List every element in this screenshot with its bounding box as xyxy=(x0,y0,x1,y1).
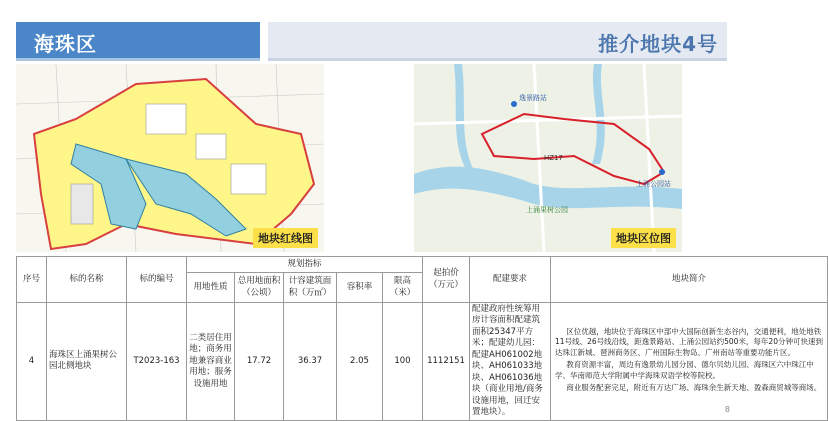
cell-start-price: 1112151 xyxy=(423,303,470,421)
station-label-2: 上涌公园站 xyxy=(636,180,671,188)
header-planning: 规划指标 xyxy=(187,257,423,273)
location-map-drawing xyxy=(414,64,682,252)
intro-paragraph: 商业服务配套完足，附近有万达广场、海珠余生新天地、盈森商贸城等商场。 xyxy=(566,383,822,393)
cell-intro xyxy=(551,303,828,421)
district-banner-strip xyxy=(16,58,260,61)
cell-gfa: 36.37 xyxy=(284,303,337,421)
redline-map-caption: 地块红线图 xyxy=(253,228,318,248)
cell-code: T2023-163 xyxy=(127,303,187,421)
location-map xyxy=(414,64,682,252)
intro-paragraph: 教育资源丰富，周边有逸景幼儿园分园、德尔贝幼儿园、海珠区六中珠江中学、华南师范大学附属中学海珠双语学校等院校。 xyxy=(555,360,814,380)
header-nature: 用地性质 xyxy=(187,273,235,303)
cell-area: 17.72 xyxy=(235,303,284,421)
district-title: 海珠区 xyxy=(34,32,97,56)
header-gfa: 计容建筑面积（万㎡） xyxy=(284,273,337,303)
header-far: 容积率 xyxy=(337,273,383,303)
header-start-price: 起拍价（万元） xyxy=(423,257,470,303)
cell-seq: 4 xyxy=(17,303,47,421)
park-label: 上涌果树公园 xyxy=(526,206,568,214)
cell-requirements: 配建政府性统筹用房计容面积配建筑面积25347平方米；配建幼儿园：配建AH061002地块、AH061033地块、AH061036地块（商业用地/商务设施用地，回迁安置地块）。 xyxy=(470,303,551,421)
header-requirements: 配建要求 xyxy=(470,257,551,303)
header-seq: 序号 xyxy=(17,257,47,303)
header-intro: 地块简介 xyxy=(551,257,828,303)
parcel-title: 推介地块4号 xyxy=(598,32,718,56)
header-code: 标的编号 xyxy=(127,257,187,303)
table-row xyxy=(17,303,828,421)
parcel-info-table xyxy=(16,256,828,421)
parcel-code-label: HZ17 xyxy=(544,154,563,162)
redline-map xyxy=(16,64,324,252)
page-number: 8 xyxy=(724,405,730,414)
station-label-1: 逸景路站 xyxy=(519,94,547,102)
cell-nature: 二类居住用地；商务用地兼容商业用地；服务设施用地 xyxy=(187,303,235,421)
location-map-caption: 地块区位图 xyxy=(611,228,676,248)
cell-name: 海珠区上涌果树公园北侧地块 xyxy=(47,303,127,421)
redline-map-drawing xyxy=(16,64,324,252)
cell-far: 2.05 xyxy=(337,303,383,421)
header-name: 标的名称 xyxy=(47,257,127,303)
intro-paragraph: 区位优越，地块位于海珠区中部中大国际创新生态谷内，交通便利，地处地铁11号线、26号线沿线，距逸景路站、上涌公园站约500米，每年20分钟可快速到达珠江新城、琶洲商务区、广州国际生物岛、广州南站等重要功能片区。 xyxy=(555,326,823,357)
title-banner-strip xyxy=(268,58,727,61)
header-area: 总用地面积（公顷） xyxy=(235,273,284,303)
cell-height: 100 xyxy=(383,303,423,421)
header-height: 限高（米） xyxy=(383,273,423,303)
